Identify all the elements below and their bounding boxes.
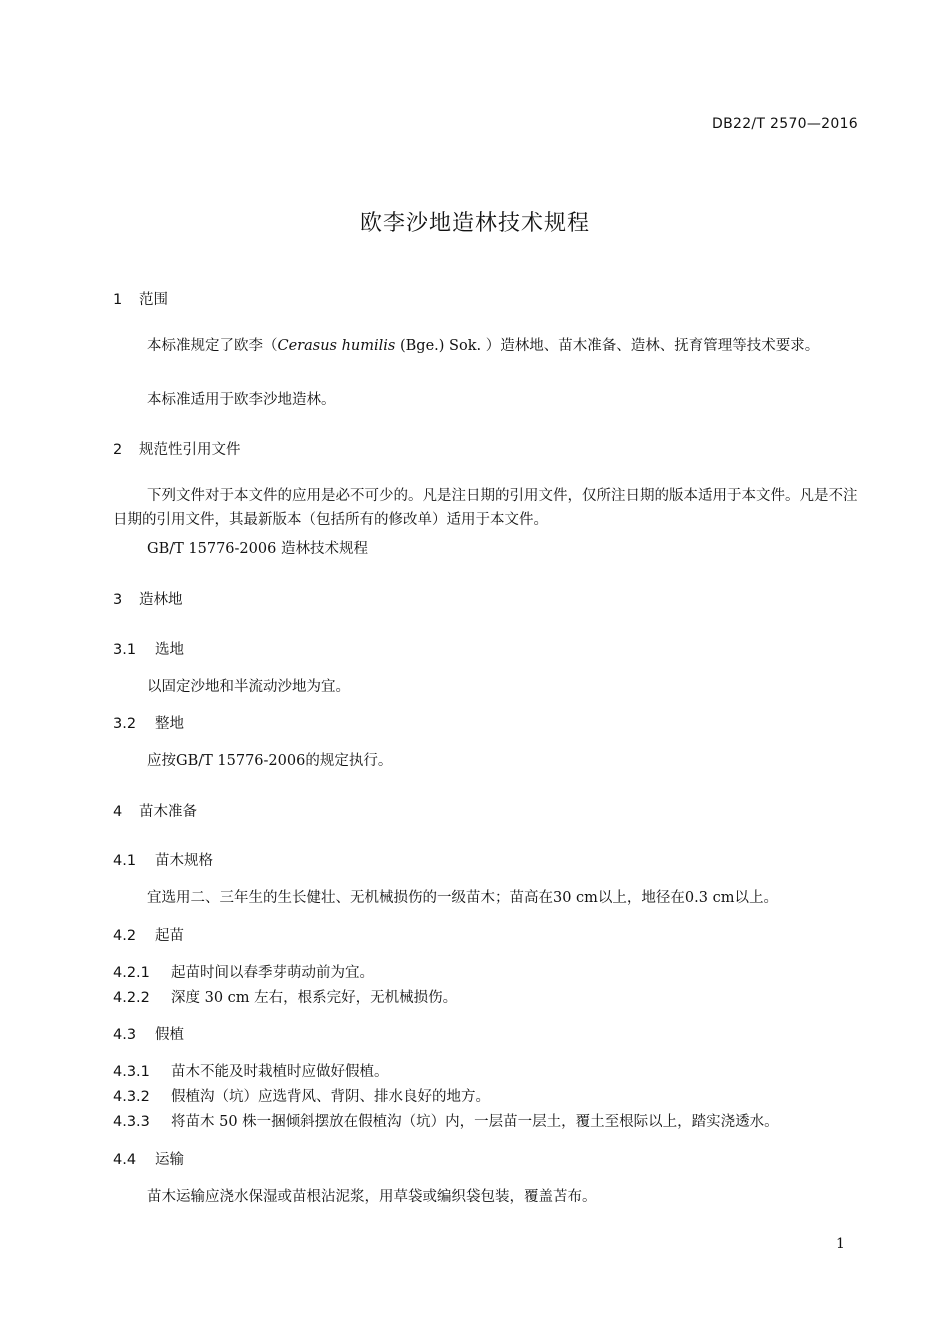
section-4-2-heading [113,924,184,945]
section-4-1-heading [113,849,213,870]
section-number: 4.2 [113,928,137,944]
section-4-1-text: 宜选用二、三年生的生长健壮、无机械损伤的一级苗木；苗高在30 cm以上，地径在0.3 cm以上。 [147,890,778,906]
section-title: 选地 [155,642,184,658]
clause-text: 将苗木 50 株一捆倾斜摆放在假植沟（坑）内，一层苗一层土，覆土至根际以上，踏实浇透水。 [171,1114,779,1130]
section-title: 运输 [155,1152,184,1168]
clause-4-2-2 [113,986,457,1007]
section-number: 3.1 [113,642,137,658]
clause-number: 4.3.1 [113,1064,150,1080]
section-number: 4.4 [113,1152,137,1168]
document-id: DB22/T 2570—2016 [712,116,858,132]
section-4-4-heading [113,1148,184,1169]
section-3-1-heading [113,638,184,659]
section-3-2-heading [113,712,184,733]
section-3-1-text: 以固定沙地和半流动沙地为宜。 [147,679,350,695]
clause-4-3-2 [113,1085,490,1106]
section-number: 4.3 [113,1027,137,1043]
clause-text: 假植沟（坑）应选背风、背阴、排水良好的地方。 [171,1089,490,1105]
clause-number: 4.2.2 [113,990,150,1006]
section-title: 规范性引用文件 [139,442,241,458]
section-3-2-text: 应按GB/T 15776-2006的规定执行。 [147,753,393,769]
section-1-paragraph-1 [113,334,861,358]
section-4-3-heading [113,1023,184,1044]
section-2-paragraph-1 [113,484,861,532]
clause-text: 苗木不能及时栽植时应做好假植。 [171,1064,389,1080]
section-1-heading [113,288,168,309]
section-title: 范围 [139,292,168,308]
clause-number: 4.2.1 [113,965,150,981]
clause-4-3-3 [113,1110,779,1131]
clause-text: 深度 30 cm 左右，根系完好，无机械损伤。 [171,990,458,1006]
page-number: 1 [836,1236,845,1252]
section-number: 3.2 [113,716,137,732]
section-4-4-text: 苗木运输应浇水保湿或苗根沾泥浆，用草袋或编织袋包装，覆盖苫布。 [147,1189,597,1205]
paragraph-text: (Bge.) Sok. ）造林地、苗木准备、造林、抚育管理等技术要求。 [395,338,820,354]
document-title: 欧李沙地造林技术规程 [359,211,590,236]
clause-4-3-1 [113,1060,389,1081]
section-2-heading [113,438,241,459]
section-title: 起苗 [155,928,184,944]
section-3-heading [113,588,183,609]
clause-4-2-1 [113,961,374,982]
section-title: 苗木规格 [155,853,213,869]
section-title: 苗木准备 [139,804,197,820]
section-title: 假植 [155,1027,184,1043]
normative-reference: GB/T 15776-2006 造林技术规程 [147,541,368,557]
section-number: 2 [113,442,123,458]
section-title: 造林地 [139,592,183,608]
section-number: 1 [113,292,123,308]
paragraph-text: 本标准规定了欧李（ [147,338,278,354]
paragraph-text: 下列文件对于本文件的应用是必不可少的。凡是注日期的引用文件，仅所注日期的版本适用于本文件。凡是不注日期的引用文件，其最新版本（包括所有的修改单）适用于本文件。 [113,488,858,528]
section-1-paragraph-2: 本标准适用于欧李沙地造林。 [147,392,336,408]
section-title: 整地 [155,716,184,732]
species-name: Cerasus humilis [277,338,396,354]
section-number: 4 [113,804,123,820]
clause-number: 4.3.3 [113,1114,150,1130]
clause-text: 起苗时间以春季芽萌动前为宜。 [171,965,374,981]
clause-number: 4.3.2 [113,1089,150,1105]
section-number: 4.1 [113,853,137,869]
section-number: 3 [113,592,123,608]
section-4-heading [113,800,197,821]
